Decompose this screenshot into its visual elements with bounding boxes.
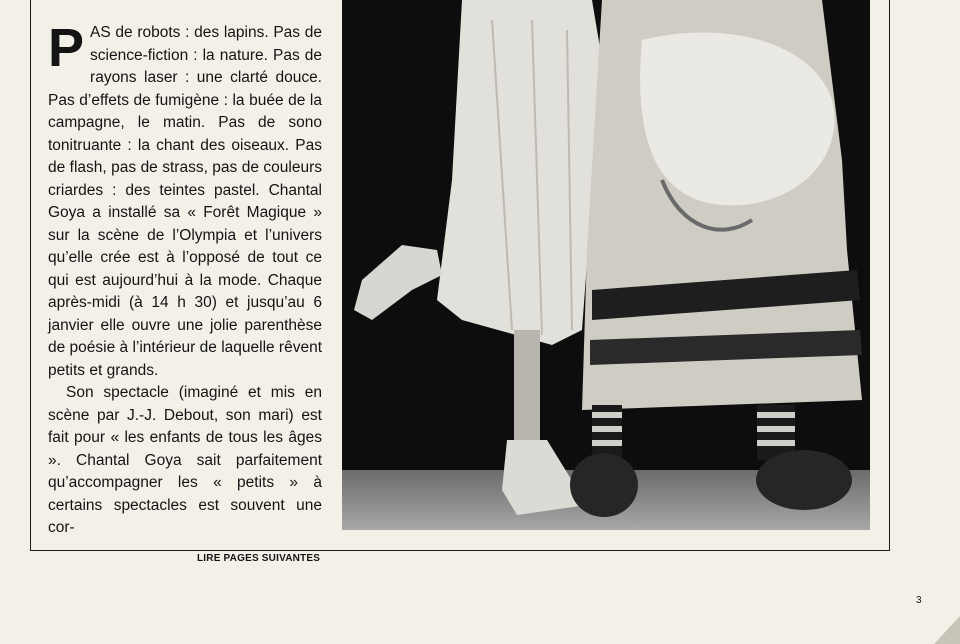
paragraph-1 <box>48 18 323 382</box>
white-dress <box>437 0 602 345</box>
page-number: 3 <box>916 595 922 606</box>
stage-photo <box>342 0 870 530</box>
article-text <box>48 18 323 540</box>
paragraph-2: Son spectacle (imaginé et mis en scène par J.-J. Debout, son mari) est fait pour « les enfants de tous les âges ». Chantal Goya sait parfaitement qu’accompagner les « petits » à certains spectacles est souvent une cor- <box>48 384 322 536</box>
continue-note: LIRE PAGES SUIVANTES <box>197 553 321 564</box>
page-corner <box>934 616 960 644</box>
standing-leg <box>514 330 540 440</box>
stage-photo-illustration <box>342 0 870 530</box>
clown-shoe-left <box>570 453 638 517</box>
paragraph-1-text: AS de robots : des lapins. Pas de science-fiction : la nature. Pas de rayons laser : une clarté douce. Pas d’effets de fumigène : la buée de la campagne, le matin. Pas de sono tonitruante : la chant des oiseaux. Pas de flash, pas de strass, pas de couleurs criardes : des teintes pastel. Chantal Goya a installé sa « Forêt Magique » sur la scène de l’Olympia et l’univers qu’elle crée est à l’opposé de tout ce qui est aujourd’hui à la mode. Chaque après-midi (à 14 h 30) et jusqu’au 6 janvier elle ouvre une jolie parenthèse de poésie à l’intérieur de laquelle rêvent petits et grands. <box>48 24 323 379</box>
drop-cap: P <box>48 18 85 78</box>
clown-shoe-right <box>756 450 852 510</box>
